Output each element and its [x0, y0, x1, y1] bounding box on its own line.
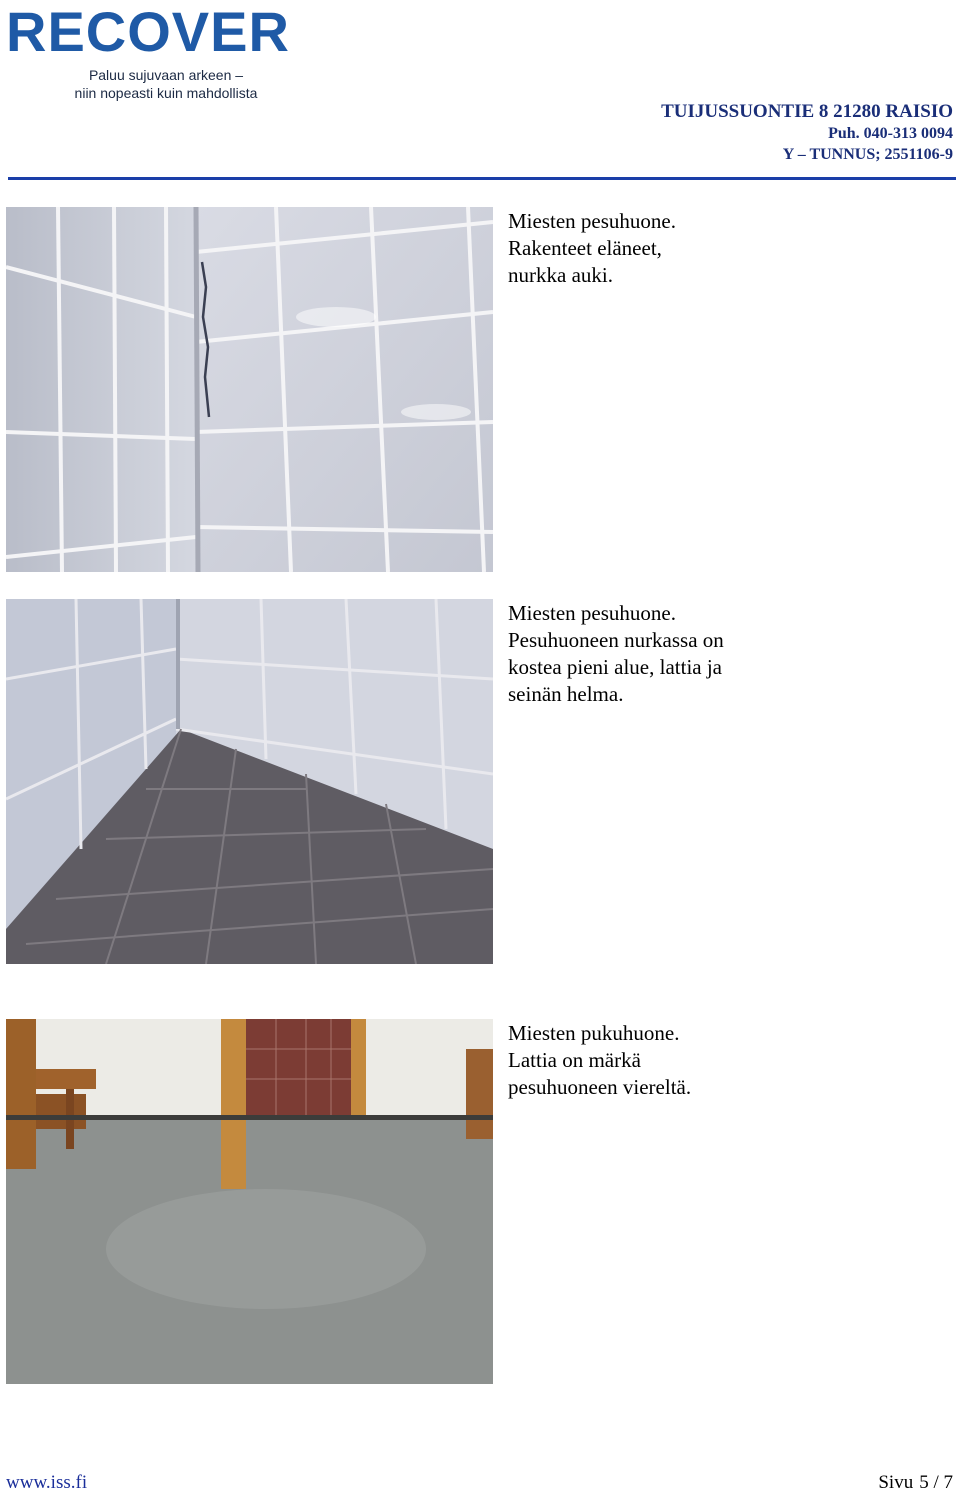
caption-line: Miesten pukuhuone.	[508, 1021, 680, 1045]
caption-line: Pesuhuoneen nurkassa on	[508, 628, 724, 652]
page-label: Sivu	[878, 1472, 914, 1493]
header-divider	[8, 177, 956, 180]
footer-page-number	[878, 1472, 953, 1494]
photo-2-caption	[508, 600, 948, 708]
company-business-id: Y – TUNNUS; 2551106-9	[782, 146, 953, 163]
photo-cracked-corner	[6, 207, 493, 572]
caption-line: seinän helma.	[508, 682, 624, 706]
photo-cracked-corner-image	[6, 207, 493, 572]
footer-website-link[interactable]: www.iss.fi	[6, 1472, 88, 1493]
caption-line: Lattia on märkä	[508, 1048, 641, 1072]
photo-3-caption	[508, 1020, 948, 1101]
photo-wet-corner-image	[6, 599, 493, 964]
photo-wet-corner	[6, 599, 493, 964]
caption-line: Miesten pesuhuone.	[508, 601, 676, 625]
company-contact	[661, 100, 953, 165]
logo-wordmark: RECOVER	[6, 0, 290, 63]
company-address: TUIJUSSUONTIE 8 21280 RAISIO	[661, 101, 953, 122]
tagline-line-1: Paluu sujuvaan arkeen –	[88, 67, 244, 83]
caption-line: Miesten pesuhuone.	[508, 209, 676, 233]
logo-tagline	[46, 66, 286, 102]
caption-line: kostea pieni alue, lattia ja	[508, 655, 722, 679]
tagline-line-2: niin nopeasti kuin mahdollista	[74, 85, 258, 101]
photo-locker-room-image	[6, 1019, 493, 1384]
caption-line: Rakenteet eläneet,	[508, 236, 662, 260]
page-count: 5 / 7	[919, 1472, 953, 1493]
caption-line: pesuhuoneen viereltä.	[508, 1075, 692, 1099]
recover-logo	[6, 2, 316, 102]
photo-1-caption	[508, 208, 948, 289]
company-phone: Puh. 040-313 0094	[828, 125, 953, 142]
photo-locker-room	[6, 1019, 493, 1384]
caption-line: nurkka auki.	[508, 263, 613, 287]
